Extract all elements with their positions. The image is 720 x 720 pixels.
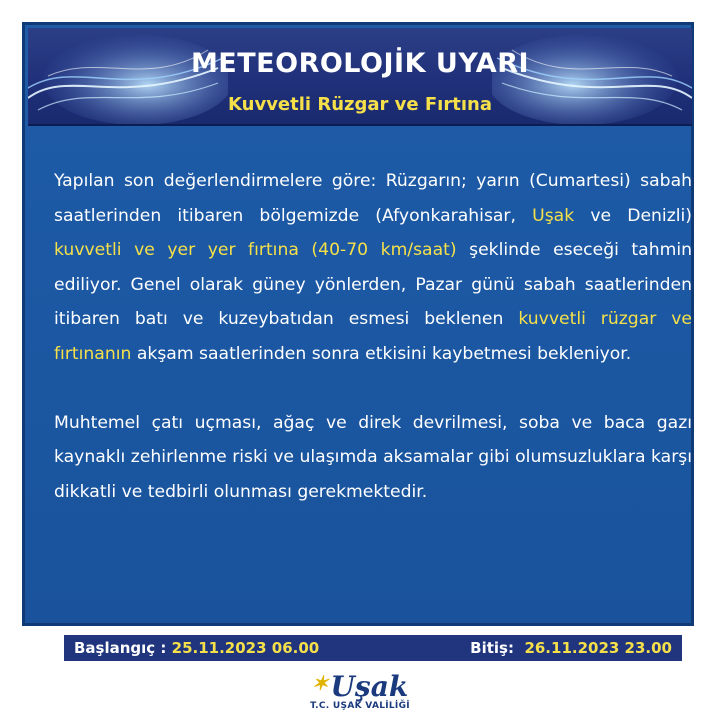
- logo-subtitle: T.C. UŞAK VALİLİĞİ: [310, 701, 410, 711]
- paragraph-text: akşam saatlerinden sonra etkisini kaybetmesi bekleniyor.: [131, 343, 632, 364]
- end-date: [470, 639, 672, 657]
- page-subtitle: Kuvvetli Rüzgar ve Fırtına: [228, 94, 492, 115]
- warning-text: [54, 164, 692, 509]
- header-banner: [28, 28, 692, 126]
- paragraph-text: ve Denizli): [574, 205, 692, 226]
- paragraph-precautions: Muhtemel çatı uçması, ağaç ve direk devrilmesi, soba ve baca gazı kaynaklı zehirlenme riski ve ulaşımda aksamalar gibi olumsuzluklara karşı dikkatli ve tedbirli olunması gerekmektedir.: [54, 412, 692, 502]
- highlighted-text: Uşak: [532, 205, 575, 226]
- logo-wordmark: [312, 666, 409, 704]
- governorship-logo: [14, 666, 706, 711]
- highlighted-text: kuvvetli rüzgar ve fırtınanın: [54, 309, 692, 364]
- star-icon: ✶: [311, 671, 329, 695]
- paragraph-text: Yapılan son değerlendirmelere göre: Rüzgarın; yarın (Cumartesi) sabah saatlerinden itibaren bölgemizde (Afyonkarahisar,: [54, 171, 692, 226]
- date-range-bar: [62, 633, 684, 663]
- paragraph-text: şeklinde eseceği tahmin ediliyor. Genel olarak güney yönlerden, Pazar günü sabah saatlerinden itibaren batı ve kuzeybatıdan esmesi beklenen: [54, 240, 692, 330]
- logo-name: Uşak: [330, 670, 409, 703]
- page-title: METEOROLOJİK UYARI: [190, 48, 530, 79]
- start-label: Başlangıç :: [74, 639, 172, 657]
- start-date: [74, 639, 319, 657]
- warning-card: [14, 14, 706, 711]
- end-label: Bitiş:: [470, 639, 525, 657]
- paragraph-forecast: [54, 164, 692, 372]
- start-value: 25.11.2023 06.00: [171, 639, 320, 657]
- end-value: 26.11.2023 23.00: [524, 639, 672, 657]
- highlighted-text: kuvvetli ve yer yer fırtına (40-70 km/saat): [54, 240, 457, 261]
